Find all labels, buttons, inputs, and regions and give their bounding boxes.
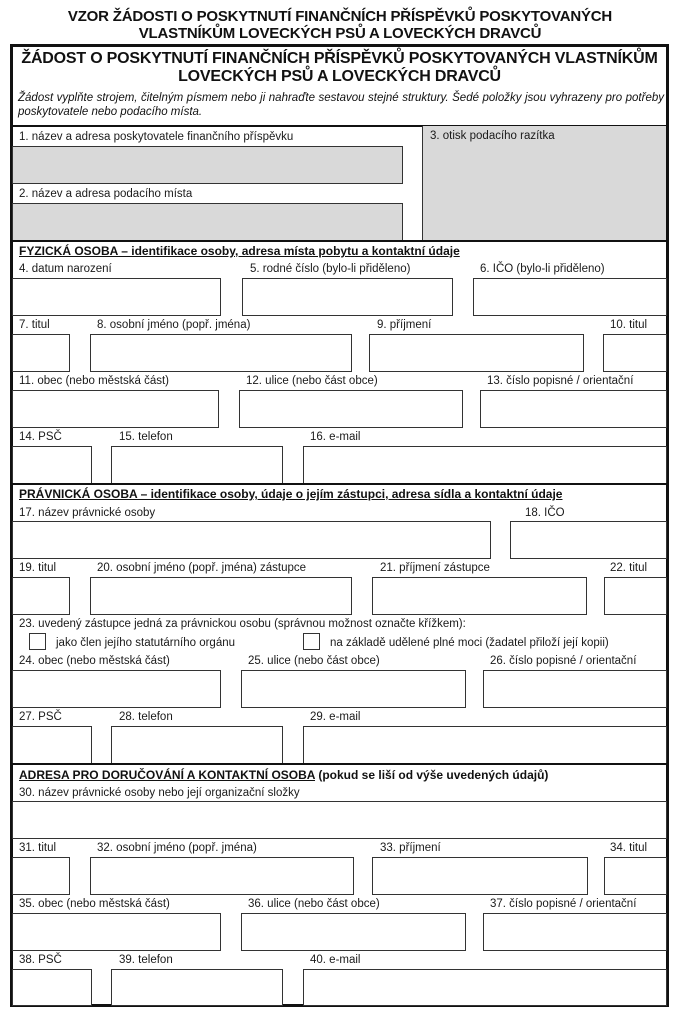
form-title-line1: ŽÁDOST O POSKYTNUTÍ FINANČNÍCH PŘÍSPĚVKŮ POSKYTOVANÝCH VLASTNÍKŮM xyxy=(21,50,658,67)
field-9-surname-input[interactable] xyxy=(369,334,584,372)
field-16-email-input[interactable] xyxy=(303,446,667,484)
field-27-postcode-input[interactable] xyxy=(12,726,92,764)
section-divider xyxy=(10,483,669,485)
form-title xyxy=(10,50,669,86)
field-22-title-input[interactable] xyxy=(604,577,667,615)
section-heading-delivery: ADRESA PRO DORUČOVÁNÍ A KONTAKTNÍ OSOBA (pokud se liší od výše uvedených údajů) xyxy=(19,768,549,782)
option-statutory-body-label: jako člen jejího statutárního orgánu xyxy=(56,637,236,649)
field-6-label: 6. IČO (bylo-li přiděleno) xyxy=(480,263,605,275)
field-15-label: 15. telefon xyxy=(119,431,173,443)
section-divider xyxy=(10,240,669,242)
field-15-phone-input[interactable] xyxy=(111,446,283,484)
field-32-first-name-input[interactable] xyxy=(90,857,354,895)
form-instructions: Žádost vyplňte strojem, čitelným písmem nebo ji nahraďte sestavou stejné struktury. Šedé položky jsou vyhrazeny pro potřeby poskytovatele nebo podacího místa. xyxy=(18,92,664,118)
option-power-of-attorney-checkbox[interactable] xyxy=(303,633,320,650)
field-31-label: 31. titul xyxy=(19,842,57,854)
field-40-email-input[interactable] xyxy=(303,969,667,1006)
field-40-label: 40. e-mail xyxy=(310,954,361,966)
field-30-label: 30. název právnické osoby nebo její organizační složky xyxy=(19,787,300,799)
section-heading-legal-person: PRÁVNICKÁ OSOBA – identifikace osoby, údaje o jejím zástupci, adresa sídla a kontaktní údaje xyxy=(19,487,563,501)
field-2-filing-place-input[interactable] xyxy=(12,203,403,241)
field-7-label: 7. titul xyxy=(19,319,50,331)
field-29-label: 29. e-mail xyxy=(310,711,361,723)
field-11-municipality-input[interactable] xyxy=(12,390,219,428)
field-1-label: 1. název a adresa poskytovatele finančního příspěvku xyxy=(19,131,294,143)
field-25-street-input[interactable] xyxy=(241,670,466,708)
field-33-label: 33. příjmení xyxy=(380,842,441,854)
option-power-of-attorney-label: na základě udělené plné moci (žadatel přiloží její kopii) xyxy=(330,637,609,649)
field-17-label: 17. název právnické osoby xyxy=(19,507,156,519)
field-28-label: 28. telefon xyxy=(119,711,173,723)
field-36-street-input[interactable] xyxy=(241,913,466,951)
field-34-label: 34. titul xyxy=(610,842,648,854)
field-38-label: 38. PSČ xyxy=(19,954,62,966)
field-34-title-input[interactable] xyxy=(604,857,667,895)
field-29-email-input[interactable] xyxy=(303,726,667,764)
field-14-label: 14. PSČ xyxy=(19,431,62,443)
field-37-house-number-input[interactable] xyxy=(483,913,667,951)
field-26-label: 26. číslo popisné / orientační xyxy=(490,655,637,667)
section-heading-natural-person: FYZICKÁ OSOBA – identifikace osoby, adresa místa pobytu a kontaktní údaje xyxy=(19,244,460,258)
field-39-phone-input[interactable] xyxy=(111,969,283,1006)
field-5-birth-number-input[interactable] xyxy=(242,278,453,316)
field-31-title-input[interactable] xyxy=(12,857,70,895)
field-32-label: 32. osobní jméno (popř. jména) xyxy=(97,842,257,854)
field-20-representative-name-input[interactable] xyxy=(90,577,352,615)
field-8-label: 8. osobní jméno (popř. jména) xyxy=(97,319,251,331)
field-3-stamp-area[interactable] xyxy=(423,126,666,241)
field-16-label: 16. e-mail xyxy=(310,431,361,443)
option-statutory-body-checkbox[interactable] xyxy=(29,633,46,650)
field-13-house-number-input[interactable] xyxy=(480,390,667,428)
field-5-label: 5. rodné číslo (bylo-li přiděleno) xyxy=(250,263,411,275)
field-22-label: 22. titul xyxy=(610,562,648,574)
field-18-label: 18. IČO xyxy=(525,507,565,519)
field-11-label: 11. obec (nebo městská část) xyxy=(19,375,169,387)
field-1-provider-input[interactable] xyxy=(12,146,403,184)
field-26-house-number-input[interactable] xyxy=(483,670,667,708)
field-17-legal-name-input[interactable] xyxy=(12,521,491,559)
document-title-line1: VZOR ŽÁDOSTI O POSKYTNUTÍ FINANČNÍCH PŘÍSPĚVKŮ POSKYTOVANÝCH xyxy=(67,8,613,25)
field-18-ico-input[interactable] xyxy=(510,521,667,559)
field-12-street-input[interactable] xyxy=(239,390,463,428)
field-37-label: 37. číslo popisné / orientační xyxy=(490,898,637,910)
field-14-postcode-input[interactable] xyxy=(12,446,92,484)
form-title-line2: LOVECKÝCH PSŮ A LOVECKÝCH DRAVCŮ xyxy=(178,68,501,85)
field-27-label: 27. PSČ xyxy=(19,711,62,723)
field-21-label: 21. příjmení zástupce xyxy=(380,562,490,574)
field-10-title-input[interactable] xyxy=(603,334,667,372)
field-35-municipality-input[interactable] xyxy=(12,913,221,951)
document-title xyxy=(0,8,680,42)
field-7-title-input[interactable] xyxy=(12,334,70,372)
field-33-surname-input[interactable] xyxy=(372,857,588,895)
field-30-organization-input[interactable] xyxy=(12,801,667,839)
field-19-title-input[interactable] xyxy=(12,577,70,615)
field-28-phone-input[interactable] xyxy=(111,726,283,764)
field-4-birth-date-input[interactable] xyxy=(12,278,221,316)
field-12-label: 12. ulice (nebo část obce) xyxy=(246,375,378,387)
field-35-label: 35. obec (nebo městská část) xyxy=(19,898,170,910)
field-13-label: 13. číslo popisné / orientační xyxy=(487,375,634,387)
field-39-label: 39. telefon xyxy=(119,954,173,966)
field-23-label: 23. uvedený zástupce jedná za právnickou osobu (správnou možnost označte křížkem): xyxy=(19,618,466,630)
field-3-label: 3. otisk podacího razítka xyxy=(430,130,555,142)
field-10-label: 10. titul xyxy=(610,319,648,331)
field-24-municipality-input[interactable] xyxy=(12,670,221,708)
field-9-label: 9. příjmení xyxy=(377,319,432,331)
field-4-label: 4. datum narození xyxy=(19,263,112,275)
field-25-label: 25. ulice (nebo část obce) xyxy=(248,655,380,667)
field-6-ico-input[interactable] xyxy=(473,278,667,316)
field-19-label: 19. titul xyxy=(19,562,57,574)
field-20-label: 20. osobní jméno (popř. jména) zástupce xyxy=(97,562,307,574)
field-36-label: 36. ulice (nebo část obce) xyxy=(248,898,380,910)
document-title-line2: VLASTNÍKŮM LOVECKÝCH PSŮ A LOVECKÝCH DRAVCŮ xyxy=(138,25,542,42)
field-8-first-name-input[interactable] xyxy=(90,334,352,372)
field-24-label: 24. obec (nebo městská část) xyxy=(19,655,170,667)
field-2-label: 2. název a adresa podacího místa xyxy=(19,188,193,200)
field-38-postcode-input[interactable] xyxy=(12,969,92,1006)
field-21-representative-surname-input[interactable] xyxy=(372,577,587,615)
section-divider xyxy=(10,763,669,765)
